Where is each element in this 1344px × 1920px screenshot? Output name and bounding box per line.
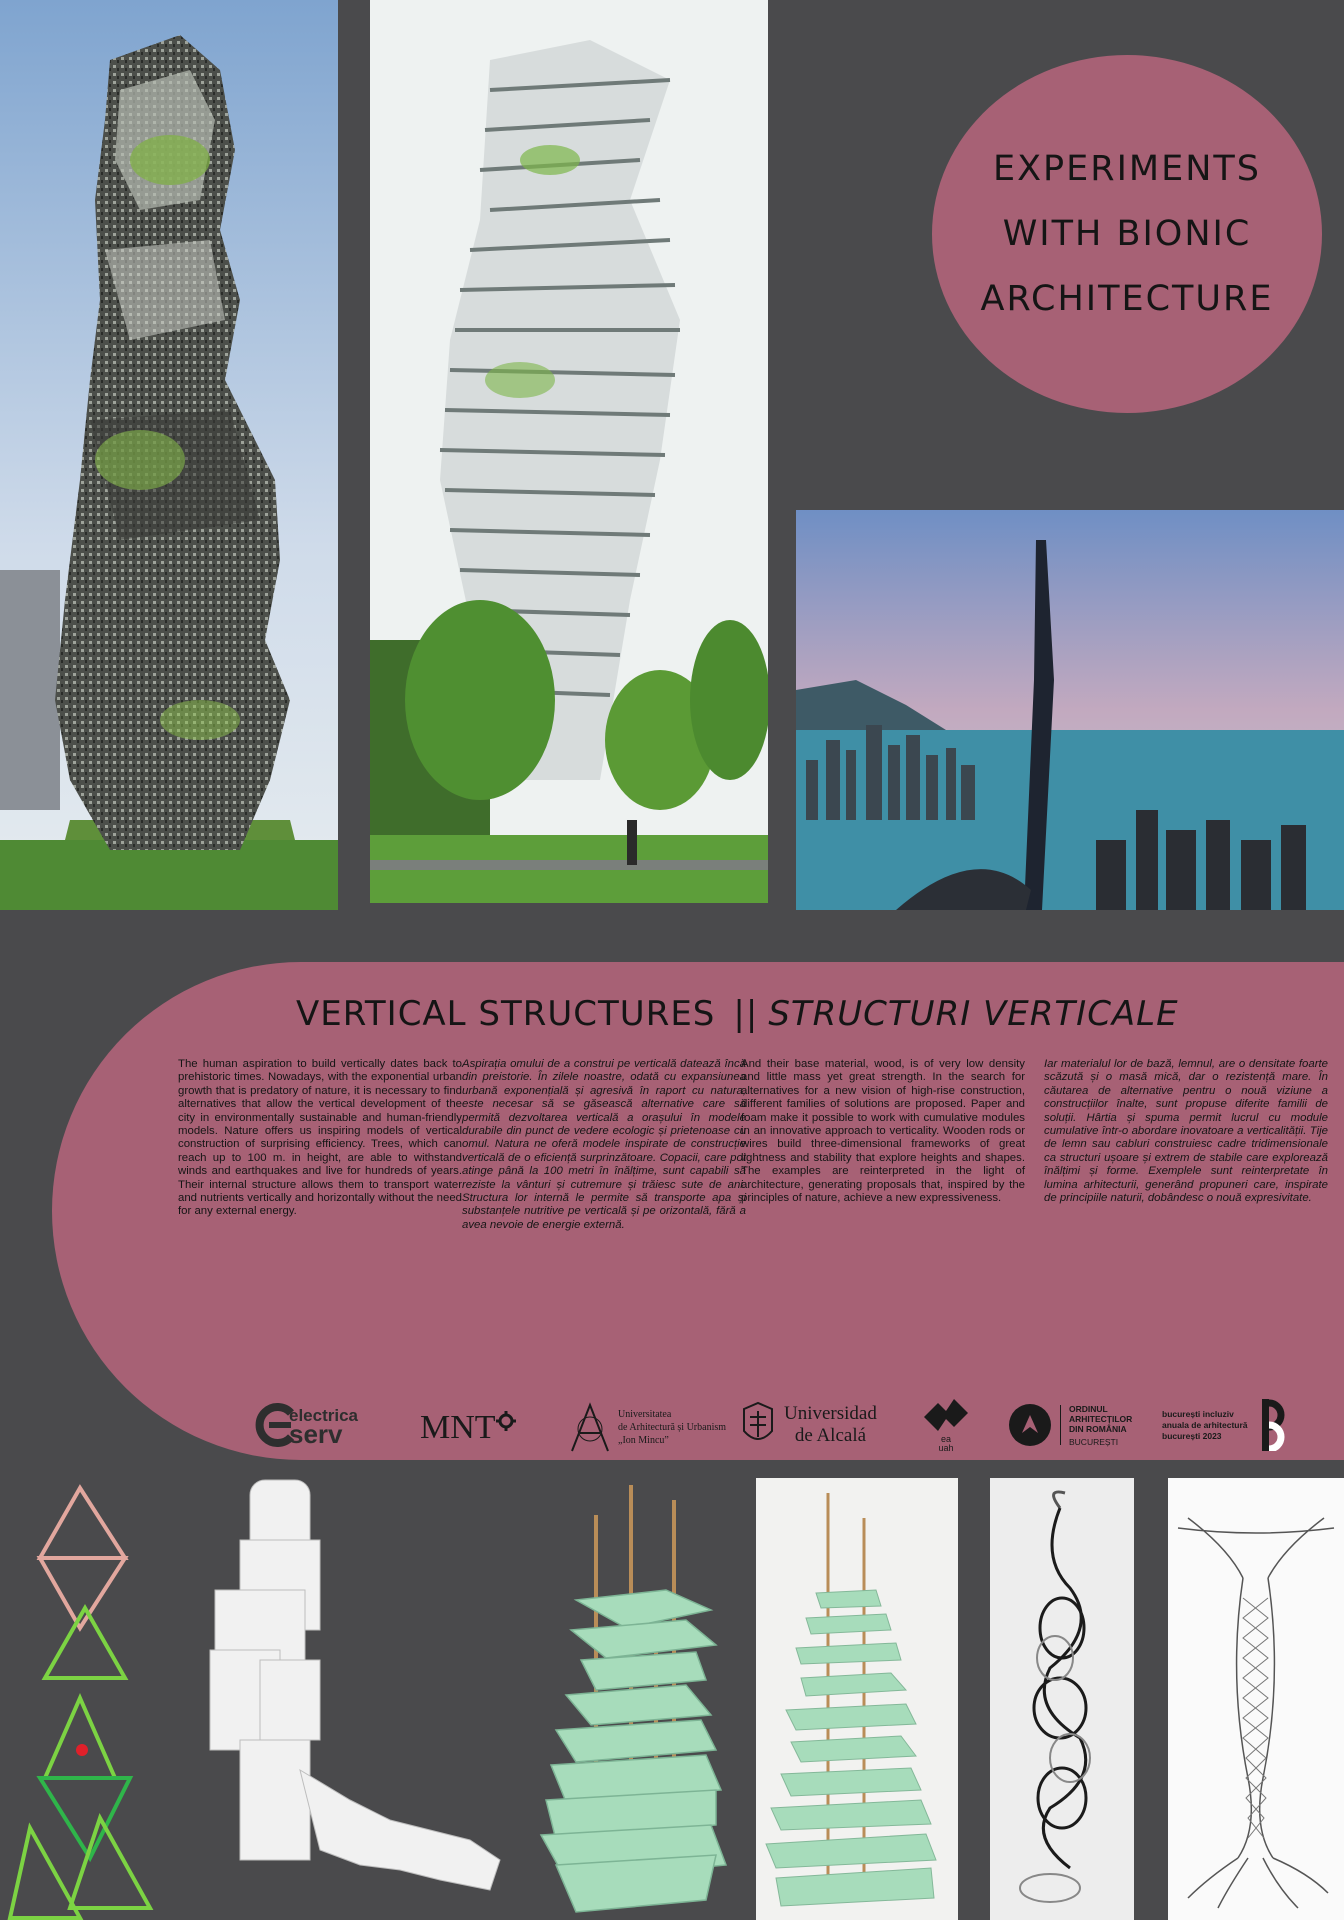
text-column-english-2: And their base material, wood, is of very low density and little mass yet great strength. In the search for alternatives for a new vision of high-rise construction, different families of solutions are proposed. Paper and foam make it possible to work with cumulative modules in an innovative approach to verticality. Wooden rods or wires build three-dimensional frameworks of great lightness and stability that explore heights and shapes. The examples are reinterpreted in the light of architecture, generating proposals that, inspired by the principles of nature, achieve a new expressiveness. bbox=[741, 1058, 1025, 1205]
oar-line-1: ORDINUL bbox=[1069, 1403, 1108, 1414]
photo-paper-model bbox=[200, 1470, 530, 1920]
bi-line-2: anuala de arhitectură bbox=[1162, 1420, 1248, 1430]
logo-uaum-ion-mincu bbox=[568, 1401, 726, 1453]
sponsor-logos bbox=[250, 1395, 1300, 1455]
ion-mincu-a-icon bbox=[568, 1401, 612, 1453]
heading-romanian: STRUCTURI VERTICALE bbox=[768, 994, 1179, 1034]
photo-green-tower bbox=[370, 0, 768, 903]
logo-bucuresti-incluziv bbox=[1162, 1409, 1248, 1442]
title-circle bbox=[932, 55, 1322, 413]
logo-ea-uah bbox=[920, 1397, 972, 1453]
oar-circle-icon bbox=[1008, 1403, 1052, 1447]
ea-text: ea bbox=[940, 1434, 951, 1444]
logo-oar-bucuresti bbox=[1008, 1403, 1132, 1447]
photo-wire-model-2 bbox=[1168, 1478, 1344, 1920]
photo-pixel-tower bbox=[0, 0, 338, 910]
photo-wire-model-1 bbox=[990, 1478, 1134, 1920]
alcala-crest-icon bbox=[740, 1401, 776, 1449]
logo-mnt bbox=[420, 1409, 516, 1447]
mnt-text: MNT bbox=[420, 1409, 496, 1446]
logo-electrica-serv bbox=[255, 1403, 358, 1447]
section-heading bbox=[296, 994, 1179, 1034]
photo-triangle-model bbox=[0, 1478, 170, 1920]
gear-icon bbox=[496, 1411, 516, 1431]
text-column-romanian-1: Aspirația omului de a construi pe verticală datează încă din preistorie. În zilele noastre, odată cu expansiunea urbană exponențială și agresivă în raport cu natura, este necesar să se găsească alternative care să permită dezvoltarea verticală a orașului în modele durabile din punct de vedere ecologic și prietenoase cu omul. Natura ne oferă modele inspirate de construcție verticală de o eficiență surprinzătoare. Copacii, care pot atinge până la 100 metri în înălțime, sunt capabili să reziste la vânturi și cutremure și trăiesc sute de ani. Structura lor internă le permite să transporte apa și substanțele nutritive pe verticală și pe orizontală, fără a avea nevoie de energie externă. bbox=[462, 1058, 746, 1231]
bi-mark-icon bbox=[1260, 1399, 1290, 1451]
uaum-line-1: Universitatea bbox=[618, 1408, 672, 1420]
heading-english: VERTICAL STRUCTURES bbox=[296, 994, 716, 1034]
title-line-1: EXPERIMENTS bbox=[992, 148, 1262, 189]
electrica-word: electrica bbox=[289, 1406, 358, 1425]
uaum-line-3: „Ion Mincu” bbox=[618, 1434, 669, 1446]
photo-foam-model-1 bbox=[536, 1480, 756, 1920]
bi-line-3: bucurești 2023 bbox=[1162, 1431, 1222, 1441]
title-line-3: ARCHITECTURE bbox=[980, 278, 1274, 319]
logo-universidad-alcala bbox=[740, 1401, 877, 1449]
heading-separator: || bbox=[733, 994, 759, 1034]
text-column-romanian-2: Iar materialul lor de bază, lemnul, are o densitate foarte scăzută și o masă mică, dar o rezistență mare. În căutarea de alternative pentru o nouă viziune a construcțiilor înalte, sunt propuse diferite familii de soluții. Hârtia și spuma permit lucrul cu module cumulative într-o abordare inovatoare a verticalității. Tije de lemn sau cabluri construiesc cadre tridimensionale ca structuri ușoare și extrem de stabile care explorează înălțimi și forme. Exemplele sunt reinterpretate în lumina arhitecturii, generând propuneri care, inspirate de principiile naturii, dobândesc o nouă expresivitate. bbox=[1044, 1058, 1328, 1205]
uah-text: uah bbox=[938, 1443, 954, 1453]
uaum-line-2: de Arhitectură și Urbanism bbox=[618, 1421, 727, 1433]
title-line-2: WITH BIONIC bbox=[1002, 213, 1252, 254]
oar-line-2: ARHITECȚILOR bbox=[1069, 1413, 1133, 1424]
alcala-line-2: de Alcalá bbox=[794, 1425, 867, 1446]
text-column-english-1: The human aspiration to build vertically dates back to prehistoric times. Nowadays, with the exponential urban growth that is predatory of nature, it is necessary to find alternatives that allow the vertical development of the city in environmentally sustainable and human-friendly models. Nature offers us inspiring models of vertical construction of surprising efficiency. Trees, which can reach up to 100 m. in height, are able to withstand winds and earthquakes and live for hundreds of years. Their internal structure allows them to transport water and nutrients vertically and horizontally without the need for any external energy. bbox=[178, 1058, 462, 1218]
bi-line-1: bucurești incluziv bbox=[1162, 1409, 1234, 1419]
oar-line-4: BUCUREȘTI bbox=[1069, 1436, 1119, 1447]
photo-foam-model-2 bbox=[756, 1478, 958, 1920]
photo-hong-kong-skyline bbox=[796, 510, 1344, 910]
alcala-line-1: Universidad bbox=[784, 1403, 877, 1424]
oar-divider bbox=[1060, 1405, 1061, 1445]
serv-word: serv bbox=[289, 1419, 343, 1449]
ea-uah-icon bbox=[920, 1397, 972, 1435]
oar-line-3: DIN ROMÂNIA bbox=[1069, 1423, 1127, 1434]
